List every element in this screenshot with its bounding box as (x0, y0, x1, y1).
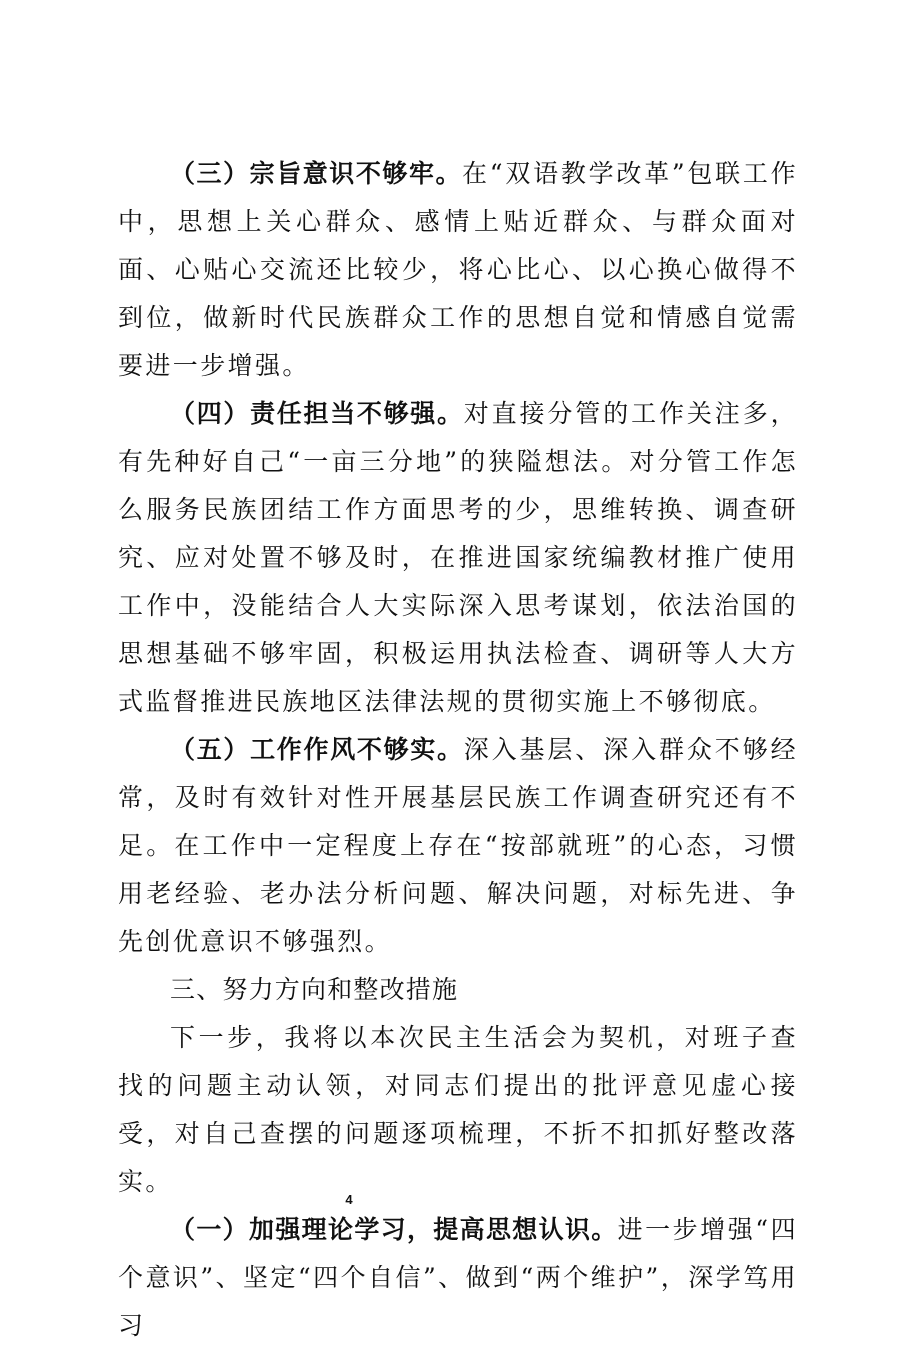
paragraph-text: 进一步增强“四个意识”、坚定“四个自信”、做到“两个维护”，深学笃用习 (118, 1215, 798, 1340)
paragraph-text: 深入基层、深入群众不够经常，及时有效针对性开展基层民族工作调查研究还有不足。在工作中一定程度上存在“按部就班”的心态，习惯用老经验、老办法分析问题、解决问题，对标先进、争先创优意识不够强烈。 (118, 735, 798, 956)
section-heading: 三、努力方向和整改措施 (170, 975, 459, 1004)
paragraph-text: 在“双语教学改革”包联工作中，思想上关心群众、感情上贴近群众、与群众面对面、心贴心交流还比较少，将心比心、以心换心做得不到位，做新时代民族群众工作的思想自觉和情感自觉需要进一步增强。 (118, 159, 798, 380)
paragraph-zongzhi (118, 150, 798, 390)
paragraph-text: 对直接分管的工作关注多，有先种好自己“一亩三分地”的狭隘想法。对分管工作怎么服务民族团结工作方面思考的少，思维转换、调查研究、应对处置不够及时，在推进国家统编教材推广使用工作中，没能结合人大实际深入思考谋划，依法治国的思想基础不够牢固，积极运用执法检查、调研等人大方式监督推进民族地区法律法规的贯彻实施上不够彻底。 (118, 399, 798, 716)
page-number: 4 (345, 1192, 353, 1207)
document-body (118, 150, 798, 1350)
paragraph-lead-heading: （五）工作作风不够实。 (170, 735, 464, 764)
paragraph-lilun (118, 1206, 798, 1350)
paragraph-lead-heading: （一）加强理论学习，提高思想认识。 (170, 1215, 618, 1244)
intro-paragraph: 下一步，我将以本次民主生活会为契机，对班子查找的问题主动认领，对同志们提出的批评意见虚心接受，对自己查摆的问题逐项梳理，不折不扣抓好整改落实。 (118, 1023, 798, 1196)
paragraph-lead-heading: （三）宗旨意识不够牢。 (170, 159, 463, 188)
paragraph-zuofeng (118, 726, 798, 966)
paragraph-lead-heading: （四）责任担当不够强。 (170, 399, 464, 428)
paragraph-zeren (118, 390, 798, 726)
